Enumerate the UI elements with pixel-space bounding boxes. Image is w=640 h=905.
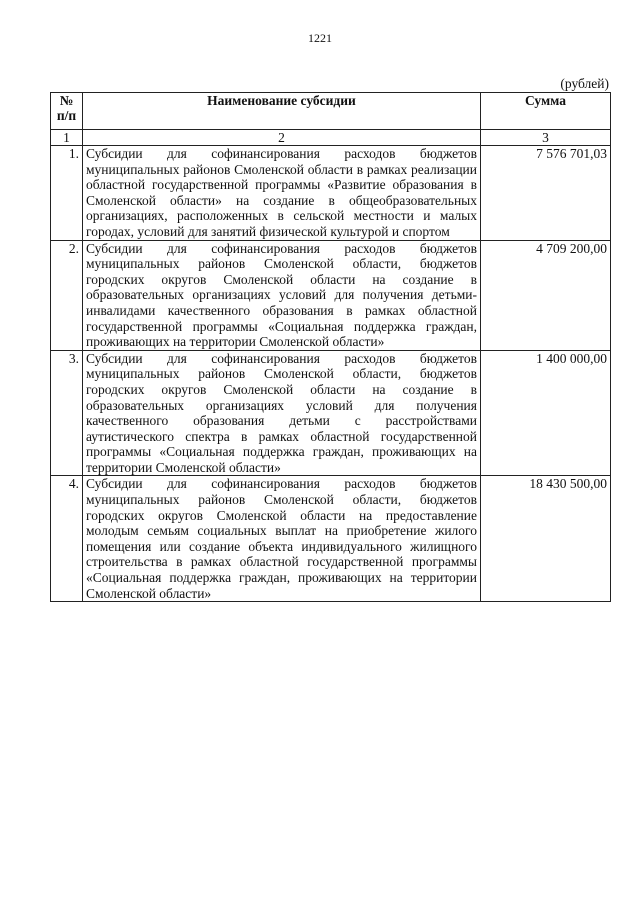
subsidy-sum: 4 709 200,00 xyxy=(481,240,611,350)
subsidy-sum: 18 430 500,00 xyxy=(481,476,611,602)
subsidy-sum: 1 400 000,00 xyxy=(481,350,611,476)
subsidy-sum: 7 576 701,03 xyxy=(481,146,611,241)
table-row xyxy=(51,146,611,241)
subsidy-name: Субсидии для софинансирования расходов бюджетов муниципальных районов Смоленской области, бюджетов городских округов Смоленской области на создание в образовательных организациях условий для получения качественного образования детьми с расстройствами аутистического спектра в рамках областной государственной программы «Социальная поддержка граждан, проживающих на территории Смоленской области» xyxy=(83,350,481,476)
subsidy-name: Субсидии для софинансирования расходов бюджетов муниципальных районов Смоленской области, бюджетов городских округов Смоленской области на предоставление молодым семьям социальных выплат на приобретение жилого помещения или создание объекта индивидуального жилищного строительства в рамках областной государственной программы «Социальная поддержка граждан, проживающих на территории Смоленской области» xyxy=(83,476,481,602)
row-number: 2. xyxy=(51,240,83,350)
table-header-row xyxy=(51,93,611,130)
subsidy-name: Субсидии для софинансирования расходов бюджетов муниципальных районов Смоленской области в рамках реализации областной государственной программы «Развитие образования в Смоленской области» на создание в общеобразовательных организациях, расположенных в сельской местности и малых городах, условий для занятий физической культурой и спортом xyxy=(83,146,481,241)
header-number: № п/п xyxy=(51,93,83,130)
column-number: 1 xyxy=(51,130,83,146)
subsidy-name: Субсидии для софинансирования расходов бюджетов муниципальных районов Смоленской области, бюджетов городских округов Смоленской области на создание в образовательных организациях условий для получения детьми-инвалидами качественного образования в рамках областной государственной программы «Социальная поддержка граждан, проживающих на территории Смоленской области» xyxy=(83,240,481,350)
header-sum: Сумма xyxy=(481,93,611,130)
page-number: 1221 xyxy=(308,31,332,45)
table-row xyxy=(51,240,611,350)
row-number: 4. xyxy=(51,476,83,602)
column-number-row xyxy=(51,130,611,146)
header-subsidy-name: Наименование субсидии xyxy=(83,93,481,130)
table-row xyxy=(51,350,611,476)
currency-units: (рублей) xyxy=(560,76,609,91)
row-number: 3. xyxy=(51,350,83,476)
table-row xyxy=(51,476,611,602)
column-number: 2 xyxy=(83,130,481,146)
column-number: 3 xyxy=(481,130,611,146)
subsidies-table xyxy=(50,92,611,602)
row-number: 1. xyxy=(51,146,83,241)
